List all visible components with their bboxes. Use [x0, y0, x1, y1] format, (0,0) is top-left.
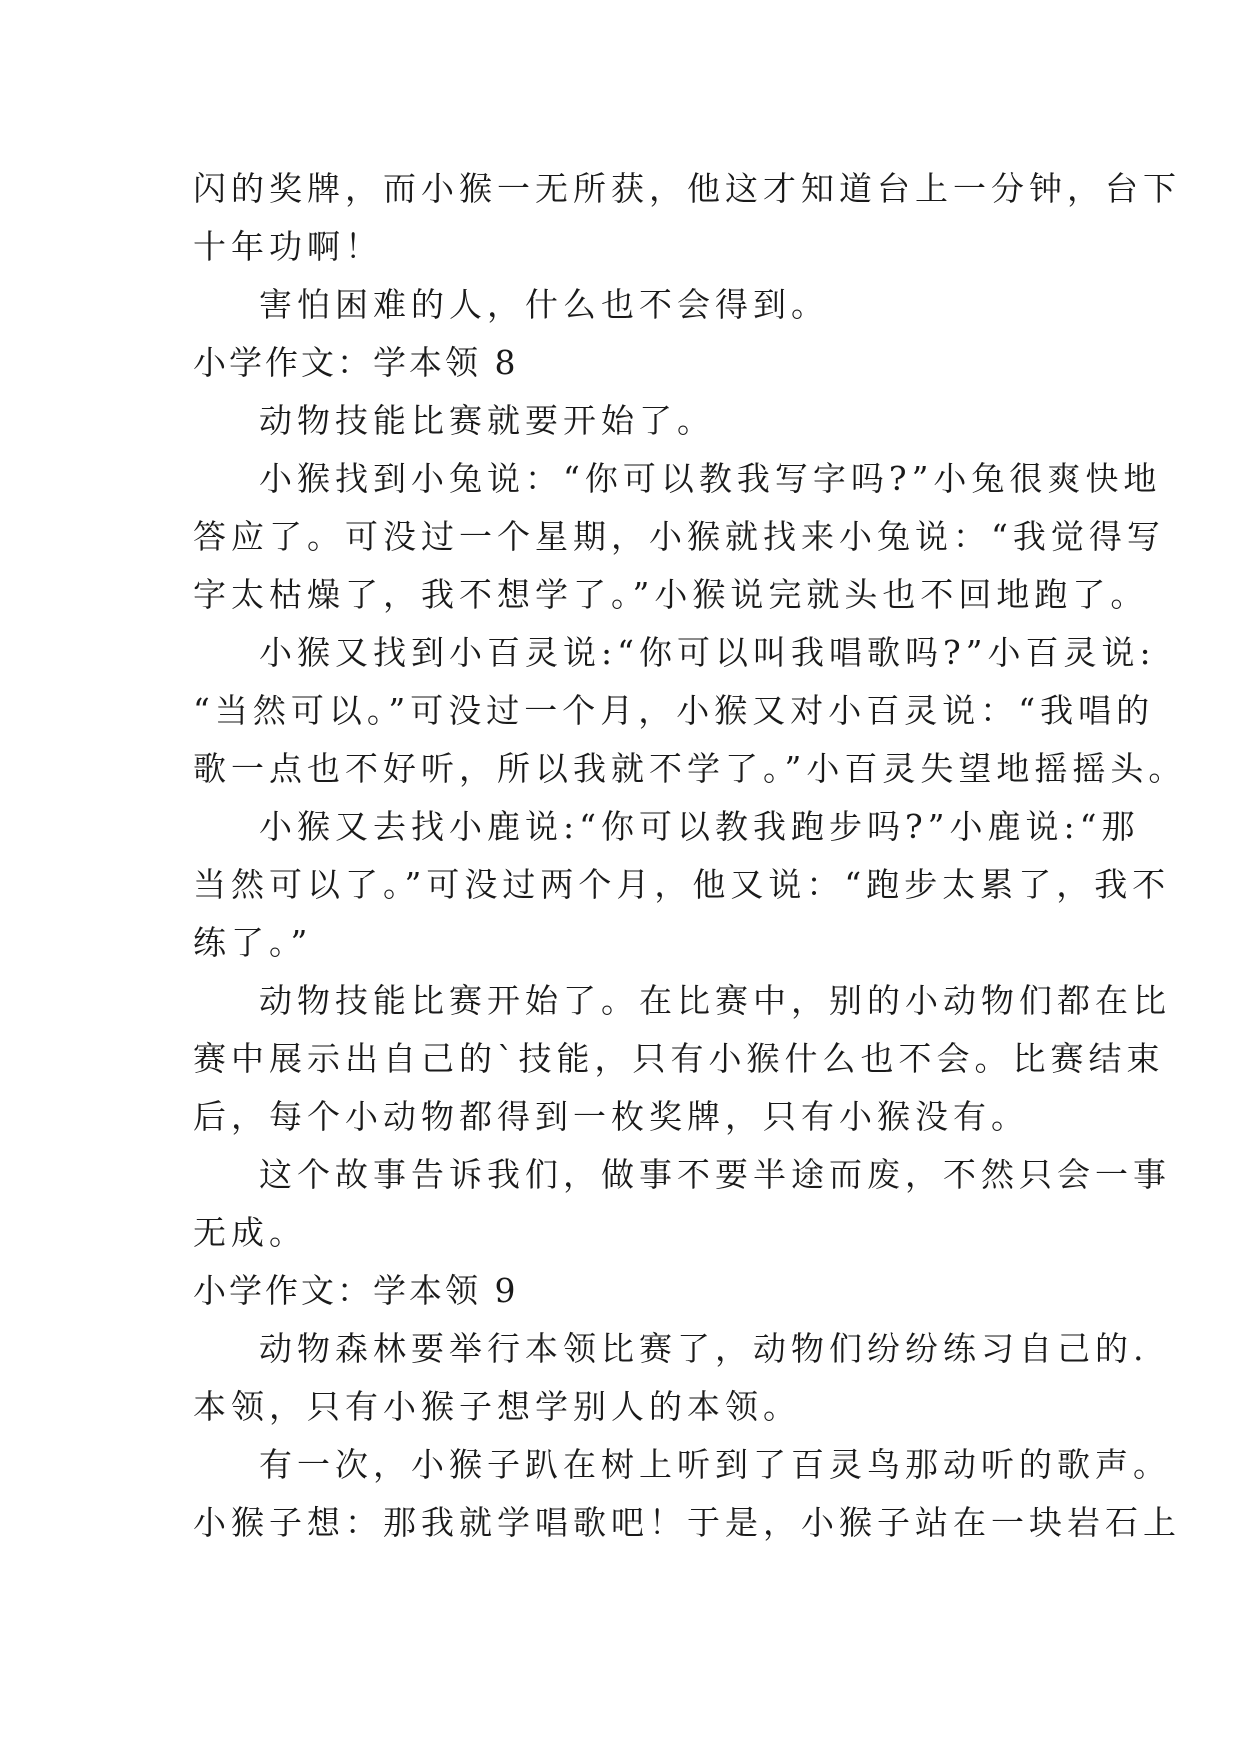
text-line: 动物技能比赛就要开始了。: [259, 401, 715, 440]
text-line: 有一次，小猴子趴在树上听到了百灵鸟那动听的歌声。: [259, 1445, 1171, 1484]
text-line: 本领，只有小猴子想学别人的本领。: [193, 1387, 801, 1426]
text-line: 害怕困难的人，什么也不会得到。: [259, 285, 829, 324]
text-line: “当然可以。”可没过一个月，小猴又对小百灵说：“我唱的: [193, 691, 1155, 730]
text-line: 闪的奖牌，而小猴一无所获，他这才知道台上一分钟，台下: [193, 169, 1181, 208]
text-line: 小猴找到小兔说：“你可以教我写字吗?”小兔很爽快地: [259, 459, 1162, 498]
text-line: 后，每个小动物都得到一枚奖牌，只有小猴没有。: [193, 1097, 1029, 1136]
text-line: 动物森林要举行本领比赛了，动物们纷纷练习自己的.: [259, 1329, 1149, 1368]
text-line: 十年功啊！: [193, 227, 383, 266]
text-line: 无成。: [193, 1213, 307, 1252]
text-line: 练了。”: [193, 923, 313, 962]
text-line: 小猴子想：那我就学唱歌吧！于是，小猴子站在一块岩石上: [193, 1503, 1181, 1542]
section-heading: 小学作文：学本领 9: [193, 1271, 519, 1310]
text-line: 答应了。可没过一个星期，小猴就找来小兔说：“我觉得写: [193, 517, 1165, 556]
section-heading: 小学作文：学本领 8: [193, 343, 519, 382]
document-body: [193, 160, 1187, 1552]
text-line: 这个故事告诉我们，做事不要半途而废，不然只会一事: [259, 1155, 1171, 1194]
text-line: 当然可以了。”可没过两个月，他又说：“跑步太累了，我不: [193, 865, 1171, 904]
text-line: 歌一点也不好听，所以我就不学了。”小百灵失望地摇摇头。: [193, 749, 1187, 788]
text-line: 字太枯燥了，我不想学了。”小猴说完就头也不回地跑了。: [193, 575, 1149, 614]
text-line: 动物技能比赛开始了。在比赛中，别的小动物们都在比: [259, 981, 1171, 1020]
text-line: 赛中展示出自己的`技能，只有小猴什么也不会。比赛结束: [193, 1039, 1165, 1078]
text-line: 小猴又找到小百灵说:“你可以叫我唱歌吗?”小百灵说:: [259, 633, 1156, 672]
text-line: 小猴又去找小鹿说:“你可以教我跑步吗?”小鹿说:“那: [259, 807, 1140, 846]
